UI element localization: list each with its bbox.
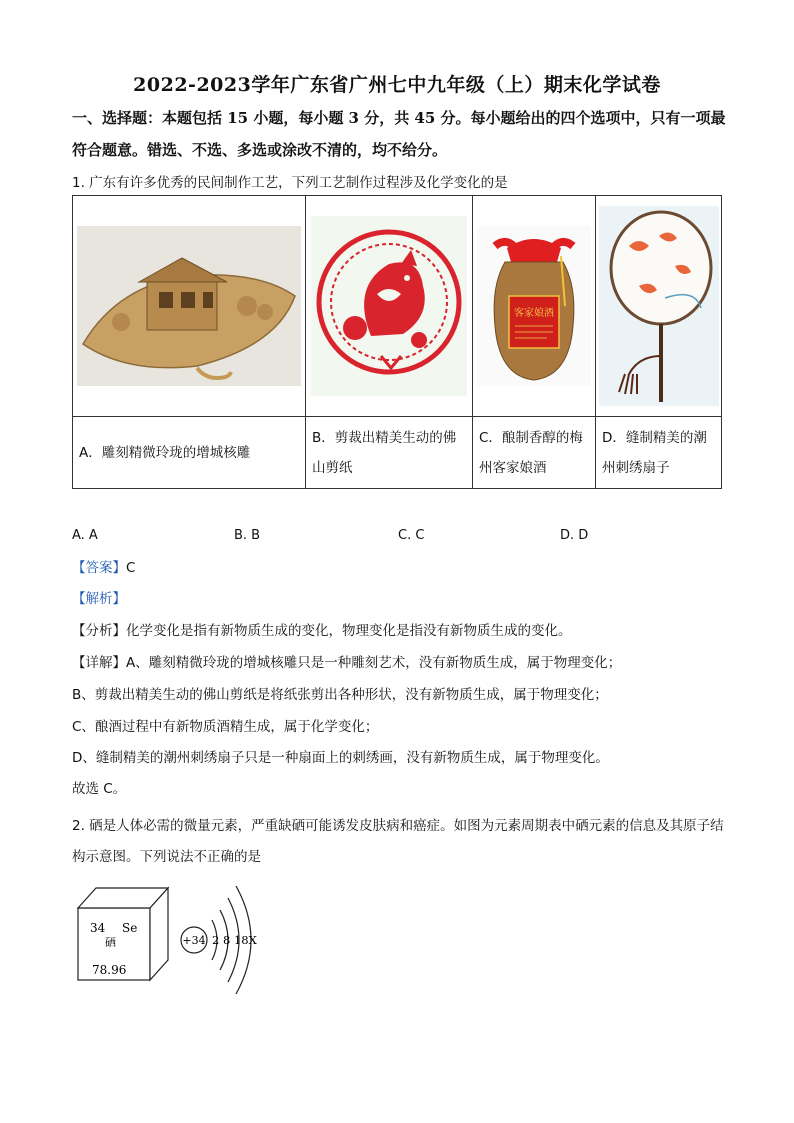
answer-value: C	[126, 560, 136, 576]
paper-cut-image	[311, 216, 467, 396]
answer-tag: 【答案】	[72, 560, 126, 576]
q1-image-c-cell	[473, 196, 596, 417]
q1-caption-d: D．缝制精美的潮州刺绣扇子	[596, 417, 722, 489]
conclusion-text: 故选 C。	[72, 781, 127, 797]
element-number: 34	[90, 921, 106, 935]
detail-a-text: A、雕刻精微玲珑的增城核雕只是一种雕刻艺术，没有新物质生成，属于物理变化；	[126, 655, 622, 671]
option-b: B. B	[234, 528, 261, 543]
analysis-tag: 【解析】	[72, 591, 126, 607]
wine-jar-image	[477, 226, 591, 386]
analysis-line	[72, 589, 732, 609]
q1-stem: 1. 广东有许多优秀的民间制作工艺，下列工艺制作过程涉及化学变化的是	[72, 175, 508, 191]
element-symbol: Se	[122, 921, 138, 935]
selenium-diagram	[72, 870, 272, 1000]
q1-caption-a: A．雕刻精微玲珑的增城核雕	[73, 417, 306, 489]
electron-shells: 2 8 18X	[212, 933, 257, 947]
fenxi-tag: 【分析】	[72, 623, 126, 639]
detail-a-line	[72, 653, 732, 673]
detail-tag: 【详解】	[72, 655, 126, 671]
element-name: 硒	[105, 936, 116, 949]
option-a: A. A	[72, 528, 98, 543]
nucleus-charge: +34	[182, 934, 206, 947]
section-header: 一、选择题：本题包括 15 小题，每小题 3 分，共 45 分。每小题给出的四个选项中，只有一项最符合题意。错选、不选、多选或涂改不清的，均不给分。	[72, 109, 726, 159]
fenxi-line	[72, 621, 732, 641]
q2-stem: 2. 硒是人体必需的微量元素，严重缺硒可能诱发皮肤病和癌症。如图为元素周期表中硒元素的信息及其原子结构示意图。下列说法不正确的是	[72, 818, 724, 865]
wine-label-text: 客家娘酒	[514, 308, 554, 319]
element-mass: 78.96	[92, 963, 127, 977]
embroidered-fan-image	[599, 206, 719, 406]
detail-b-text: B、剪裁出精美生动的佛山剪纸是将纸张剪出各种形状，没有新物质生成，属于物理变化；	[72, 687, 608, 703]
answer-line	[72, 558, 732, 578]
detail-d-text: D、缝制精美的潮州刺绣扇子只是一种扇面上的刺绣画，没有新物质生成，属于物理变化。	[72, 750, 609, 766]
q1-caption-c: C．酿制香醇的梅州客家娘酒	[473, 417, 596, 489]
detail-c-text: C、酿酒过程中有新物质酒精生成，属于化学变化；	[72, 719, 379, 735]
option-c: C. C	[398, 528, 425, 543]
q1-image-a-cell	[73, 196, 306, 417]
q1-caption-b: B．剪裁出精美生动的佛山剪纸	[306, 417, 473, 489]
fenxi-text: 化学变化是指有新物质生成的变化，物理变化是指没有新物质生成的变化。	[126, 623, 572, 639]
page-title: 2022-2023学年广东省广州七中九年级（上）期末化学试卷	[133, 74, 661, 96]
option-d: D. D	[560, 528, 589, 543]
q1-image-b-cell	[306, 196, 473, 417]
walnut-carving-image	[77, 226, 301, 386]
q1-image-d-cell	[596, 196, 722, 417]
q1-options-table	[72, 195, 722, 489]
